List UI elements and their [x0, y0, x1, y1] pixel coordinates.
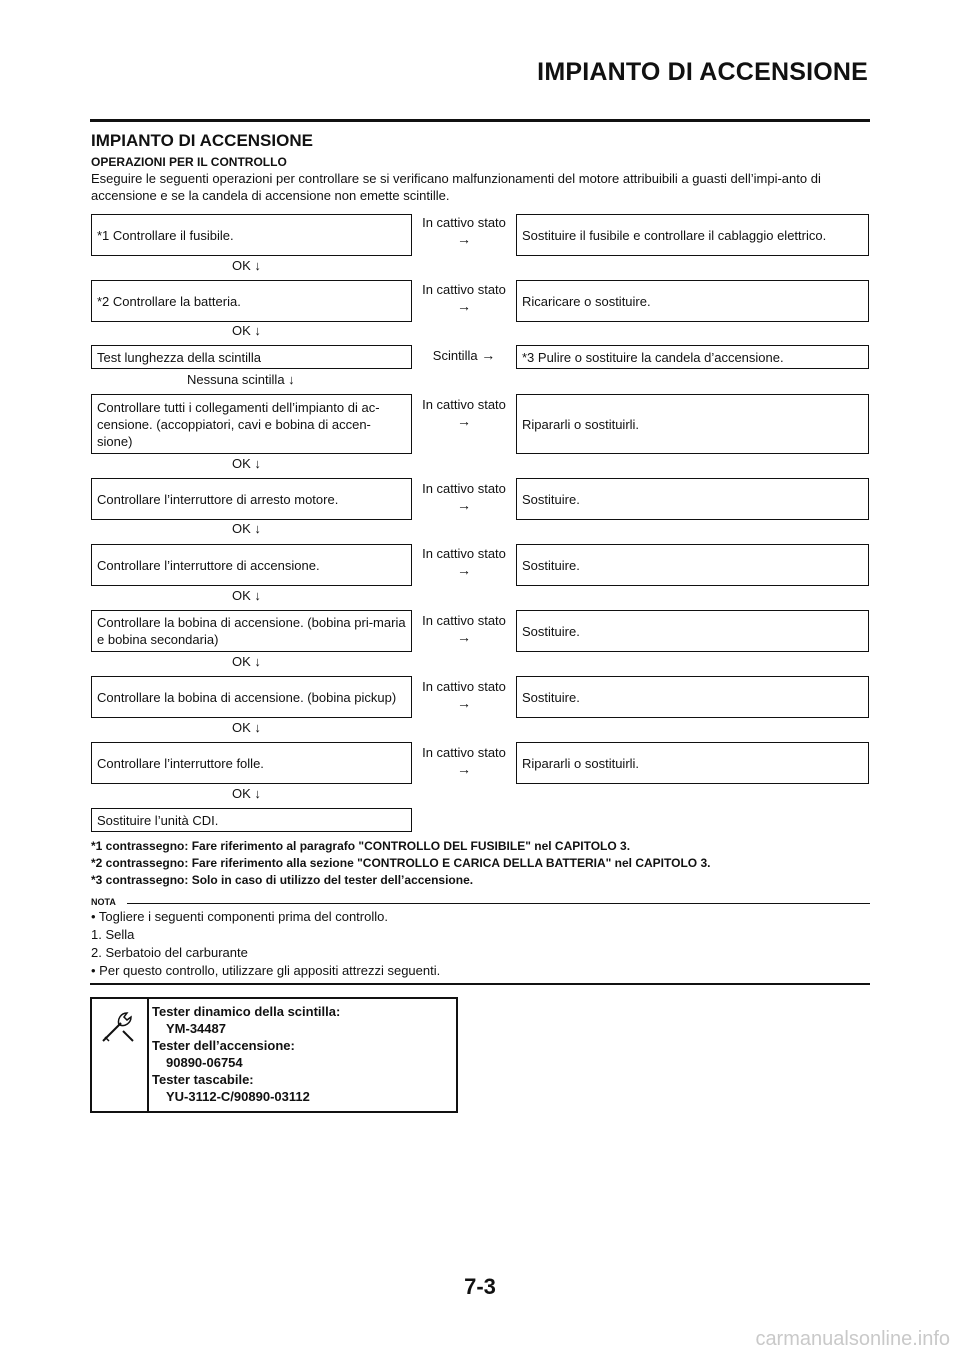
check-box: Controllare la bobina di accensione. (bobina pri-maria e bobina secondaria)	[91, 610, 412, 652]
action-box: Sostituire.	[516, 544, 869, 586]
flow-down-label	[232, 785, 261, 802]
next-label: OK	[232, 323, 251, 338]
action-box: Sostituire.	[516, 610, 869, 652]
footnote: *1 contrassegno: Fare riferimento al paragrafo "CONTROLLO DEL FUSIBILE" nel CAPITOLO 3.	[91, 839, 631, 853]
condition-text: In cattivo stato	[422, 546, 506, 561]
condition-label	[413, 480, 515, 514]
final-action-box: Sostituire l’unità CDI.	[91, 808, 412, 832]
footnote: *2 contrassegno: Fare riferimento alla sezione "CONTROLLO E CARICA DELLA BATTERIA" nel CAPITOLO 3.	[91, 856, 711, 870]
condition-text: In cattivo stato	[422, 215, 506, 230]
watermark: carmanualsonline.info	[755, 1328, 950, 1350]
next-label: OK	[232, 654, 251, 669]
arrow-right-icon: →	[457, 298, 471, 314]
page-number: 7-3	[464, 1274, 496, 1299]
tool-name: Tester dell’accensione:	[152, 1038, 295, 1053]
nota-item: • Per questo controllo, utilizzare gli appositi attrezzi seguenti.	[91, 963, 441, 978]
flow-down-label	[232, 322, 261, 339]
check-box: Controllare l’interruttore di accensione.	[91, 544, 412, 586]
arrow-down-icon: ↓	[288, 372, 295, 387]
arrow-down-icon: ↓	[254, 720, 261, 735]
condition-text: In cattivo stato	[422, 679, 506, 694]
intro-paragraph: Eseguire le seguenti operazioni per controllare se si verificano malfunzionamenti del motore attribuibili a guasti dell’impi-anto di accensione e se la candela di accensione non emette scintille.	[91, 171, 821, 203]
action-box: Ricaricare o sostituire.	[516, 280, 869, 322]
arrow-down-icon: ↓	[254, 258, 261, 273]
flow-down-label	[232, 587, 261, 604]
condition-text: In cattivo stato	[422, 481, 506, 496]
footnote: *3 contrassegno: Solo in caso di utilizzo del tester dell’accensione.	[91, 873, 474, 887]
flow-down-label	[187, 371, 295, 388]
condition-label	[413, 678, 515, 712]
tool-code: YM-34487	[166, 1021, 226, 1036]
check-box: Controllare la bobina di accensione. (bobina pickup)	[91, 676, 412, 718]
next-label: OK	[232, 258, 251, 273]
action-box: Sostituire.	[516, 478, 869, 520]
condition-text: In cattivo stato	[422, 282, 506, 297]
arrow-down-icon: ↓	[254, 323, 261, 338]
arrow-right-icon: →	[481, 347, 496, 363]
flow-down-label	[232, 455, 261, 472]
nota-rule	[127, 903, 870, 904]
condition-text: In cattivo stato	[422, 613, 506, 628]
action-box: Ripararli o sostituirli.	[516, 394, 869, 454]
arrow-down-icon: ↓	[254, 521, 261, 536]
check-box: Controllare tutti i collegamenti dell’impianto di ac-censione. (accoppiatori, cavi e bobina di accen-sione)	[91, 394, 412, 454]
arrow-right-icon: →	[457, 231, 471, 247]
next-label: OK	[232, 588, 251, 603]
page-header-title: IMPIANTO DI ACCENSIONE	[537, 58, 868, 86]
arrow-right-icon: →	[457, 695, 471, 711]
action-box: Ripararli o sostituirli.	[516, 742, 869, 784]
arrow-down-icon: ↓	[254, 456, 261, 471]
condition-text: Scintilla	[432, 348, 478, 363]
condition-label	[413, 214, 515, 248]
check-box: *1 Controllare il fusibile.	[91, 214, 412, 256]
nota-item: 2. Serbatoio del carburante	[91, 945, 248, 960]
check-box: Controllare l’interruttore folle.	[91, 742, 412, 784]
tool-code: 90890-06754	[166, 1055, 243, 1070]
section-title: IMPIANTO DI ACCENSIONE	[91, 131, 313, 150]
nota-end-rule	[90, 983, 870, 985]
tools-list	[152, 1003, 340, 1105]
condition-text: In cattivo stato	[422, 397, 506, 412]
check-box: Controllare l’interruttore di arresto motore.	[91, 478, 412, 520]
next-label: Nessuna scintilla	[187, 372, 285, 387]
footnotes	[91, 838, 710, 889]
arrow-right-icon: →	[457, 413, 471, 429]
check-box: Test lunghezza della scintilla	[91, 345, 412, 369]
next-label: OK	[232, 456, 251, 471]
wrench-tool-icon	[99, 1007, 139, 1047]
arrow-down-icon: ↓	[254, 786, 261, 801]
special-tools-box	[90, 997, 458, 1113]
nota-item: 1. Sella	[91, 927, 135, 942]
condition-label	[413, 744, 515, 778]
arrow-right-icon: →	[457, 629, 471, 645]
action-box: *3 Pulire o sostituire la candela d’accensione.	[516, 345, 869, 369]
action-box: Sostituire il fusibile e controllare il cablaggio elettrico.	[516, 214, 869, 256]
arrow-right-icon: →	[457, 497, 471, 513]
next-label: OK	[232, 720, 251, 735]
nota-label: NOTA	[91, 897, 116, 907]
nota-item: • Togliere i seguenti componenti prima del controllo.	[91, 909, 388, 924]
flow-down-label	[232, 257, 261, 274]
tools-icon-cell	[92, 999, 149, 1111]
next-label: OK	[232, 786, 251, 801]
condition-text: In cattivo stato	[422, 745, 506, 760]
arrow-right-icon: →	[457, 562, 471, 578]
arrow-right-icon: →	[457, 761, 471, 777]
action-box: Sostituire.	[516, 676, 869, 718]
arrow-down-icon: ↓	[254, 588, 261, 603]
flow-down-label	[232, 520, 261, 537]
condition-label	[413, 396, 515, 430]
condition-label	[413, 545, 515, 579]
condition-label	[413, 347, 515, 364]
check-box: *2 Controllare la batteria.	[91, 280, 412, 322]
arrow-down-icon: ↓	[254, 654, 261, 669]
header-rule	[90, 119, 870, 122]
condition-label	[413, 281, 515, 315]
flow-down-label	[232, 719, 261, 736]
tool-name: Tester dinamico della scintilla:	[152, 1004, 341, 1019]
flow-down-label	[232, 653, 261, 670]
condition-label	[413, 612, 515, 646]
nota-list	[91, 908, 440, 980]
tool-name: Tester tascabile:	[152, 1072, 254, 1087]
next-label: OK	[232, 521, 251, 536]
subsection-title: OPERAZIONI PER IL CONTROLLO	[91, 155, 287, 169]
tool-code: YU-3112-C/90890-03112	[166, 1089, 310, 1104]
